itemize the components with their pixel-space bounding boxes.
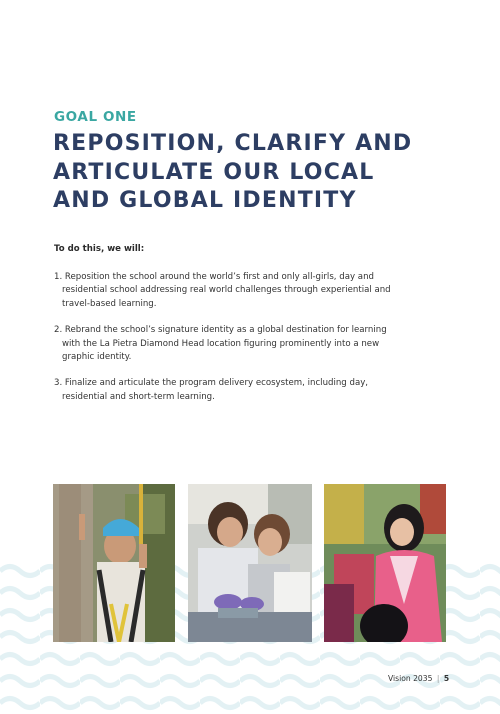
photo-ropes-course [53, 484, 175, 642]
list-item [54, 271, 454, 311]
footer-doc-title: Vision 2035 [388, 674, 433, 683]
page-title [53, 130, 473, 216]
goal-line: residential and short-term learning. [62, 391, 215, 402]
title-line: ARTICULATE OUR LOCAL [53, 159, 375, 185]
goal-line: travel-based learning. [62, 298, 157, 309]
goals-list [54, 271, 454, 417]
goal-line: 1. Reposition the school around the world’s first and only all-girls, day and [54, 272, 374, 282]
photo-science-lab [188, 484, 312, 642]
intro-text: To do this, we will: [54, 244, 145, 254]
goal-line: 3. Finalize and articulate the program delivery ecosystem, including day, [54, 378, 369, 389]
footer-separator: | [436, 674, 440, 683]
photo-cultural-performance [324, 484, 446, 642]
section-label: GOAL ONE [54, 109, 137, 125]
goal-line: with the La Pietra Diamond Head location figuring prominently into a new [62, 338, 380, 349]
goal-line: residential school addressing real world challenges through experiential and [62, 285, 391, 296]
goal-line: graphic identity. [62, 352, 132, 363]
list-item [54, 377, 454, 404]
title-line: REPOSITION, CLARIFY AND [53, 131, 413, 156]
list-item [54, 324, 454, 364]
title-line: AND GLOBAL IDENTITY [53, 188, 357, 213]
page-number: 5 [443, 674, 450, 683]
page-footer [388, 674, 449, 683]
goal-line: 2. Rebrand the school’s signature identity as a global destination for learning [54, 325, 387, 336]
